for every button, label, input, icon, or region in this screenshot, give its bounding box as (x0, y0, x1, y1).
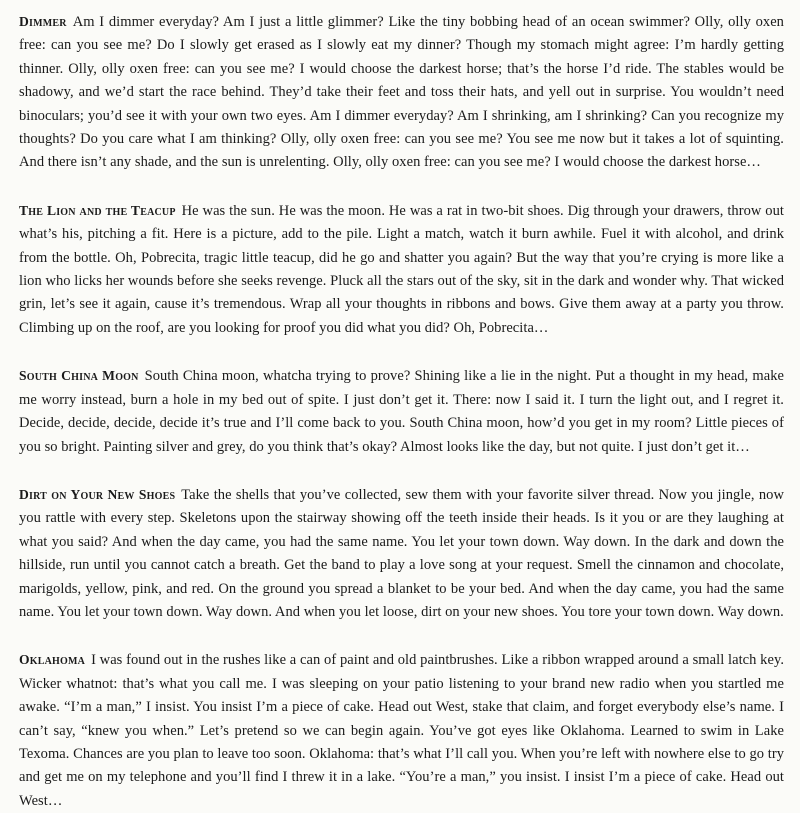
song-title: Dirt on Your New Shoes (19, 486, 176, 502)
song-south-china-moon (19, 364, 784, 459)
song-lyrics: He was the sun. He was the moon. He was a rat in two-bit shoes. Dig through your drawers, throw out what’s his, pitching a fit. Here is a picture, add to the pile. Light a match, watch it burn awhile. Fuel it with alcohol, and drink from the bottle. Oh, Pobrecita, tragic little teacup, did he go and shatter you again? But the way that you’re crying is more like a lion who licks her wounds before she seeks revenge. Pluck all the stars out of the sky, sit in the dark and wonder why. That wicked grin, let’s see it again, cause it’s tremendous. Wrap all your thoughts in ribbons and bows. Give them away at a party you throw. Climbing up on the roof, are you looking for proof you did what you did? Oh, Pobrecita… (19, 202, 784, 336)
song-title: The Lion and the Teacup (19, 202, 176, 218)
song-lyrics: Am I dimmer everyday? Am I just a little glimmer? Like the tiny bobbing head of an ocean swimmer? Olly, olly oxen free: can you see me? Do I slowly get erased as I slowly eat my dinner? Though my stomach might agree: I’m hardly getting thinner. Olly, olly oxen free: can you see me? I would choose the darkest horse; that’s the horse I’d ride. The stables would be shadowy, and we’d start the race behind. They’d take their feet and toss their hats, and yell out in surprise. You wouldn’t need binoculars; you’d see it with your own two eyes. Am I dimmer everyday? Am I shrinking, am I shrinking? Can you recognize my thoughts? Do you care what I am thinking? Olly, olly oxen free: can you see me? You see me now but it takes a lot of squinting. And there isn’t any shade, and the sun is unrelenting. Olly, olly oxen free: can you see me? I would choose the darkest horse… (19, 14, 784, 171)
song-the-lion-and-the-teacup (19, 199, 784, 340)
song-lyrics: I was found out in the rushes like a can of paint and old paintbrushes. Like a ribbon wrapped around a small latch key. Wicker whatnot: that’s what you call me. I was sleeping on your patio listening to your brand new radio when you startled me awake. “I’m a man,” I insist. You insist I’m a piece of cake. Head out West, stake that claim, and forget everybody else’s name. I can’t say, “knew you when.” Let’s pretend so we can begin again. You’ve got eyes like Oklahoma. Learned to swim in Lake Texoma. Chances are you plan to leave too soon. Oklahoma: that’s what I’ll call you. When you’re left with nowhere else to go try and get me on my telephone and you’ll find I threw it in a lake. “You’re a man,” you insist. I insist I’m a piece of cake. Head out West… (19, 652, 784, 809)
song-title: Oklahoma (19, 652, 86, 668)
song-oklahoma (19, 648, 784, 813)
song-title: South China Moon (19, 368, 139, 384)
song-dimmer (19, 10, 784, 175)
song-lyrics: Take the shells that you’ve collected, sew them with your favorite silver thread. Now you jingle, now you rattle with every step. Skeletons upon the stairway showing off the teeth inside their heads. Is it you or are they laughing at what you said? And when the day came, you had the same name. You let your town down. Way down. In the dark and down the hillside, run until you cannot catch a breath. Get the band to play a love song at your request. Smell the cinnamon and chocolate, marigolds, yellow, pink, and red. On the ground you spread a blanket to be your bed. And when the day came, you had the same name. You let your town down. Way down. And when you let loose, dirt on your new shoes. You tore your town down. Way down. (19, 486, 784, 620)
song-title: Dimmer (19, 14, 67, 29)
song-lyrics: South China moon, whatcha trying to prove? Shining like a lie in the night. Put a thought in my head, make me worry instead, burn a hole in my bed out of spite. I just don’t get it. There: now I said it. I turn the light out, and I regret it. Decide, decide, decide, decide it’s true and I’ll come back to you. South China moon, how’d you get in my room? Little pieces of you so bright. Painting silver and grey, do you think that’s okay? Almost looks like the day, but not quite. I just don’t get it… (19, 368, 784, 455)
song-dirt-on-your-new-shoes (19, 483, 784, 624)
